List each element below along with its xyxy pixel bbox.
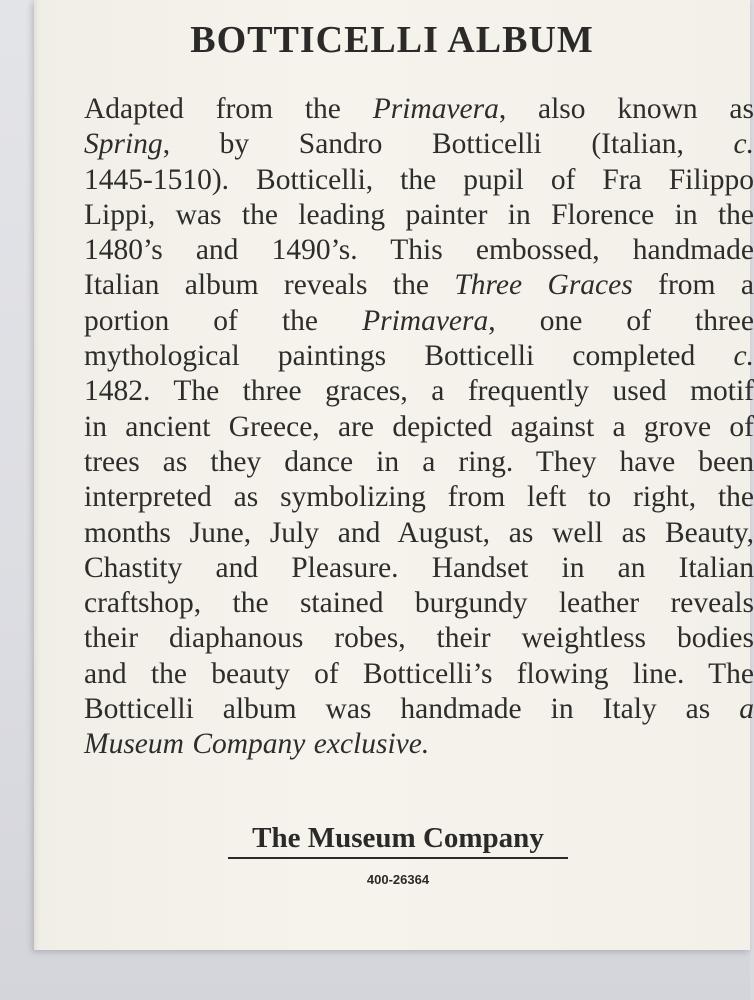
text-line — [84, 727, 754, 762]
info-card — [34, 0, 754, 950]
italic-text: c. — [733, 340, 754, 373]
text-line: mythological paintings Botticelli completed c. — [84, 340, 754, 373]
text-line: trees as they dance in a ring. They have been — [84, 445, 754, 478]
card-edge — [34, 0, 40, 950]
text-line: craftshop, the stained burgundy leather reveals — [84, 587, 754, 620]
text-line: Botticelli album was handmade in Italy as a — [84, 693, 754, 726]
text-line: interpreted as symbolizing from left to right, the — [84, 481, 754, 514]
italic-text: c. — [733, 128, 754, 161]
text-line: Chastity and Pleasure. Handset in an Italian — [84, 551, 754, 584]
text-line: 1482. The three graces, a frequently used motif — [84, 375, 754, 408]
text-line: and the beauty of Botticelli’s flowing line. The — [84, 657, 754, 690]
text-line: Lippi, was the leading painter in Florence in the — [84, 198, 754, 231]
italic-text: Three Graces — [454, 269, 633, 302]
text-line: in ancient Greece, are depicted against a grove of — [84, 410, 754, 443]
text-line: their diaphanous robes, their weightless bodies — [84, 622, 754, 655]
italic-text: Spring — [84, 128, 163, 161]
italic-text: Primavera — [362, 304, 489, 337]
italic-text: Museum Company exclusive. — [84, 728, 430, 761]
text-line: 1480’s and 1490’s. This embossed, handmade — [84, 234, 754, 267]
text-line: months June, July and August, as well as Beauty, — [84, 516, 754, 549]
card-description — [84, 92, 754, 763]
text-line: portion of the Primavera, one of three — [84, 304, 754, 337]
signature: The Museum Company — [228, 822, 568, 859]
italic-text: Primavera — [372, 93, 499, 125]
text-line: 1445-1510). Botticelli, the pupil of Fra Filippo — [84, 163, 754, 196]
text-line: Italian album reveals the Three Graces from a — [84, 269, 754, 302]
text-line: Spring, by Sandro Botticelli (Italian, c. — [84, 128, 754, 161]
card-title: BOTTICELLI ALBUM — [190, 19, 594, 61]
italic-text: a — [739, 693, 754, 726]
text-line: Adapted from the Primavera, also known as — [84, 93, 754, 125]
product-code: 400-26364 — [366, 872, 430, 887]
